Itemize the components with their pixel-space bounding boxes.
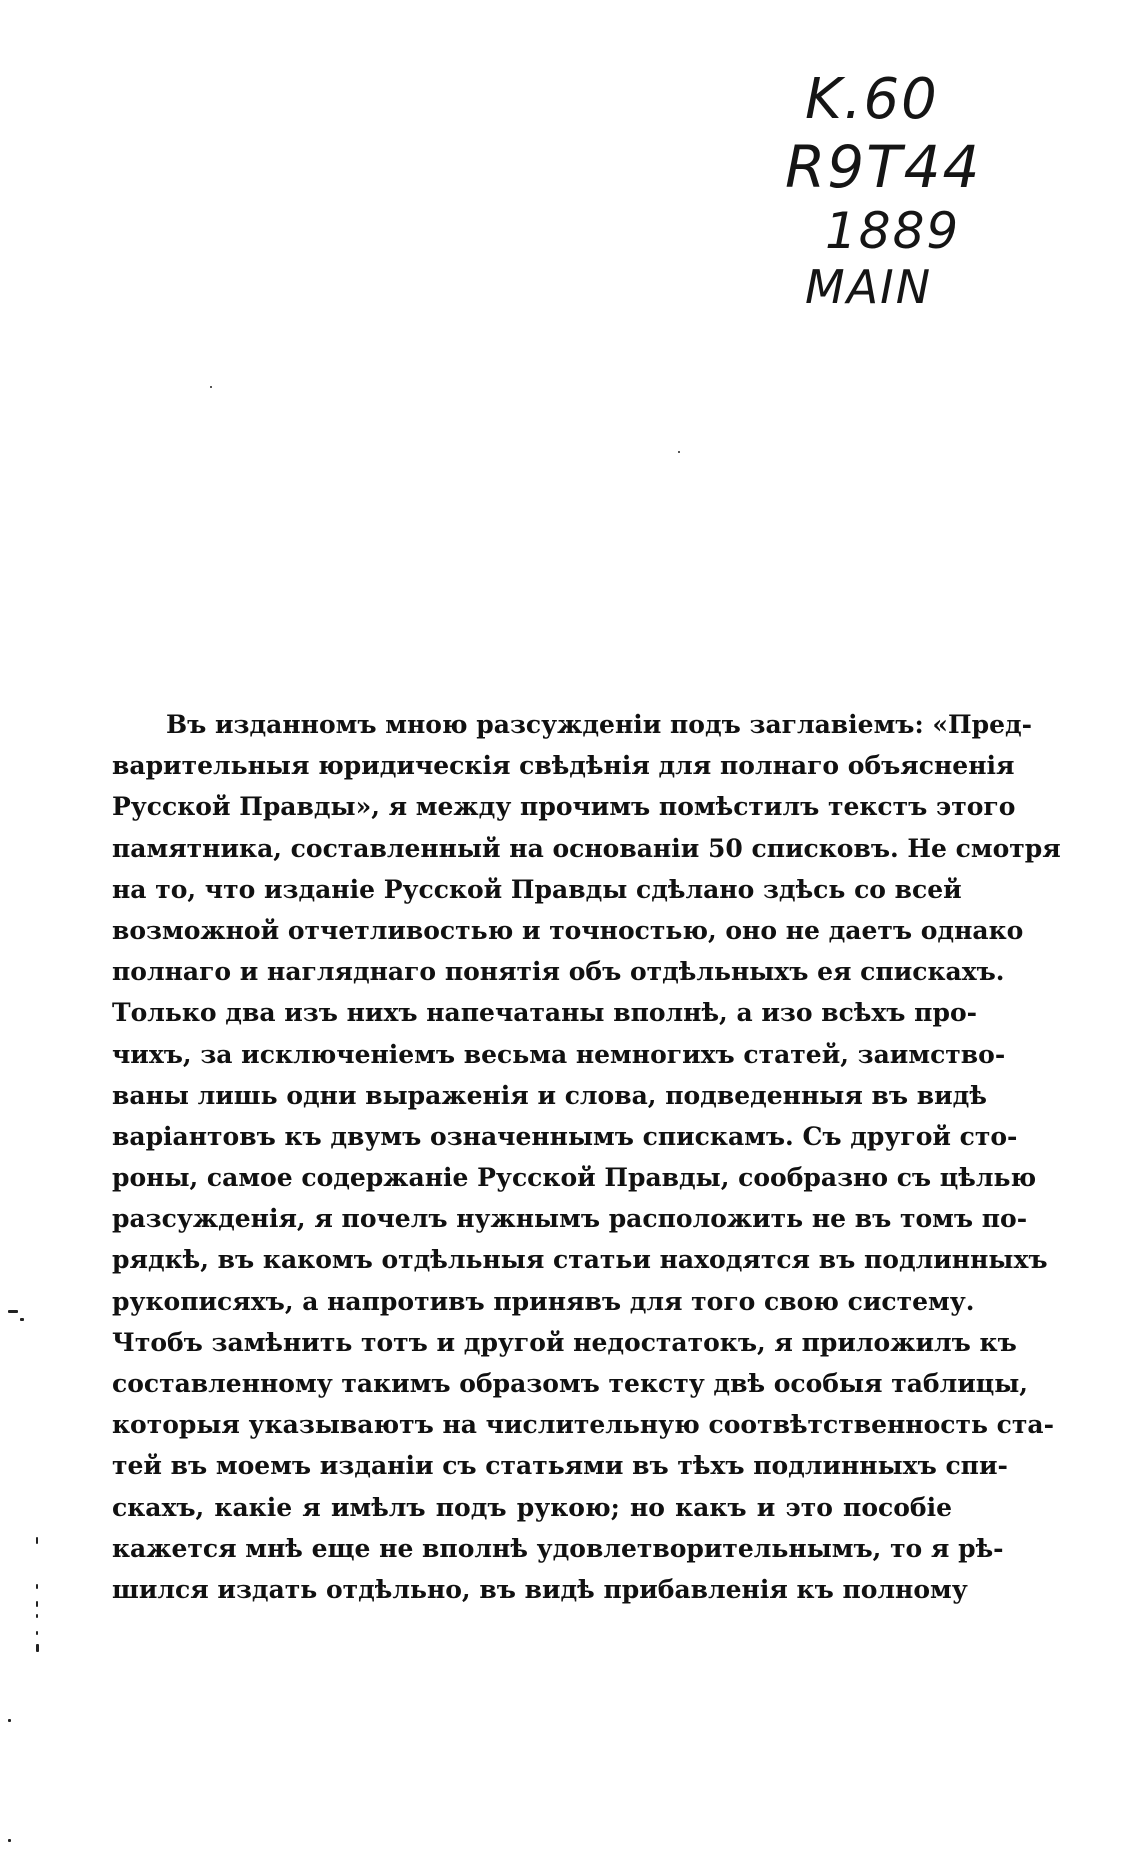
call-number-line-1: K.60 [805,67,939,132]
text-line: тей въ моемъ изданіи съ статьями въ тѣхъ подлинныхъ спи- [112,1451,1008,1481]
text-line: варіантовъ къ двумъ означеннымъ спискамъ. Съ другой сто- [112,1121,1018,1151]
text-line: роны, самое содержаніе Русской Правды, сообразно съ цѣлью [112,1163,1037,1193]
handwritten-call-number [785,67,1015,314]
scan-speck [36,1584,38,1589]
call-number-line-4: MAIN [805,260,933,314]
scan-speck [8,1719,11,1722]
text-line: чихъ, за исключеніемъ весьма немногихъ статей, заимство- [112,1039,1006,1069]
text-line: Русской Правды», я между прочимъ помѣстилъ текстъ этого [112,792,1016,822]
text-line: памятника, составленный на основаніи 50 списковъ. Не смотря [112,833,1061,863]
scan-speck [8,1839,11,1842]
text-line: полнаго и нагляднаго понятія объ отдѣльныхъ ея спискахъ. [112,957,1005,987]
text-line: Въ изданномъ мною разсужденіи подъ заглавіемъ: «Пред- [166,710,1033,739]
text-line: рядкѣ, въ какомъ отдѣльныя статьи находятся въ подлинныхъ [112,1245,1048,1275]
text-line: ваны лишь одни выраженія и слова, подведенныя въ видѣ [112,1080,987,1110]
text-line: скахъ, какіе я имѣлъ подъ рукою; но какъ и это пособіе [112,1492,952,1522]
call-number-line-2: R9T44 [785,133,982,201]
scan-speck [210,386,212,388]
text-line: Только два изъ нихъ напечатаны вполнѣ, а изо всѣхъ про- [112,998,978,1028]
text-line: составленному такимъ образомъ тексту двѣ особыя таблицы, [112,1369,1028,1398]
text-line: на то, что изданіе Русской Правды сдѣлано здѣсь со всей [112,874,962,904]
text-line: Чтобъ замѣнить тотъ и другой недостатокъ, я приложилъ къ [112,1327,1017,1357]
scan-speck [20,1318,24,1321]
scan-speck [36,1614,38,1618]
scan-speck [8,1310,18,1313]
body-paragraph [112,704,1061,1610]
scan-speck [36,1601,38,1607]
scan-speck [36,1631,38,1635]
scan-speck [36,1537,38,1544]
text-line: шился издать отдѣльно, въ видѣ прибавленія къ полному [112,1574,968,1604]
text-line: возможной отчетливостью и точностью, оно не даетъ однако [112,915,1024,945]
text-line: рукописяхъ, а напротивъ принявъ для того свою систему. [112,1286,975,1316]
call-number-line-3: 1889 [825,202,961,260]
text-line: разсужденія, я почелъ нужнымъ расположить не въ томъ по- [112,1204,1028,1234]
scan-speck [678,451,680,453]
text-line: варительныя юридическія свѣдѣнія для полнаго объясненія [112,751,1015,781]
text-line: кажется мнѣ еще не вполнѣ удовлетворительнымъ, то я рѣ- [112,1533,1004,1563]
scan-speck [36,1644,39,1652]
text-line: которыя указываютъ на числительную соотвѣтственность ста- [112,1410,1054,1440]
